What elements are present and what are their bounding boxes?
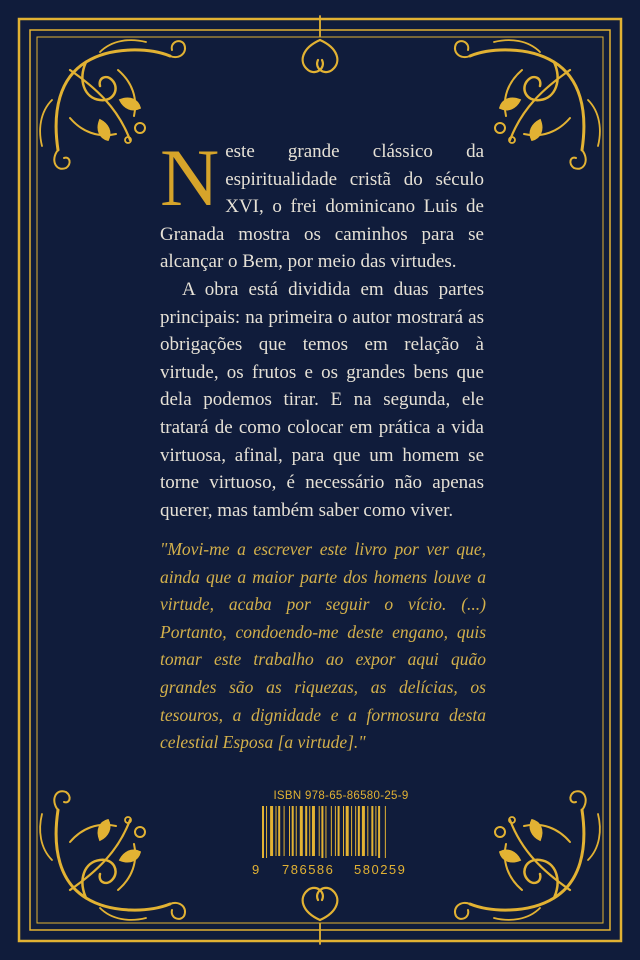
synopsis-paragraph-2: A obra está dividida em duas partes principais: na primeira o autor mostrará as obrigações que temos em relação à virtude, os frutos e os grandes bens que dela podemos tirar. E na segunda, ele tratará de como colocar em prática a vida virtuosa, afinal, para que um homem se torne virtuoso, é necessário não apenas querer, mas também saber como viver. xyxy=(160,278,484,521)
flourish-corner-icon xyxy=(455,791,600,920)
synopsis xyxy=(160,132,484,524)
flourish-corner-icon xyxy=(40,791,185,920)
barcode-left-digits: 786586 xyxy=(282,862,335,877)
author-quote: "Movi-me a escrever este livro por ver que, ainda que a maior parte dos homens louve a virtude, acaba por seguir o vício. (...) Portanto, condoendo-me deste engano, quis tomar este trabalho ao expor aqui quão grandes são as riquezas, as delícias, os tesouros, a dignidade e a formosura desta celestial Esposa [a virtude]." xyxy=(160,539,486,753)
drop-cap: N xyxy=(160,132,220,223)
barcode-bars-icon xyxy=(262,806,422,858)
isbn-barcode xyxy=(252,790,430,876)
synopsis-paragraph-1 xyxy=(160,132,484,276)
barcode-right-digits: 580259 xyxy=(354,862,407,877)
isbn-label: ISBN 978-65-86580-25-9 xyxy=(273,790,409,802)
synopsis-paragraph-1-text: este grande clássico da espiritualidade cristã do século XVI, o frei dominicano Luis de Granada mostra os caminhos para se alcançar o Bem, por meio das virtudes. xyxy=(160,141,484,273)
barcode-lead-digit: 9 xyxy=(252,862,261,877)
